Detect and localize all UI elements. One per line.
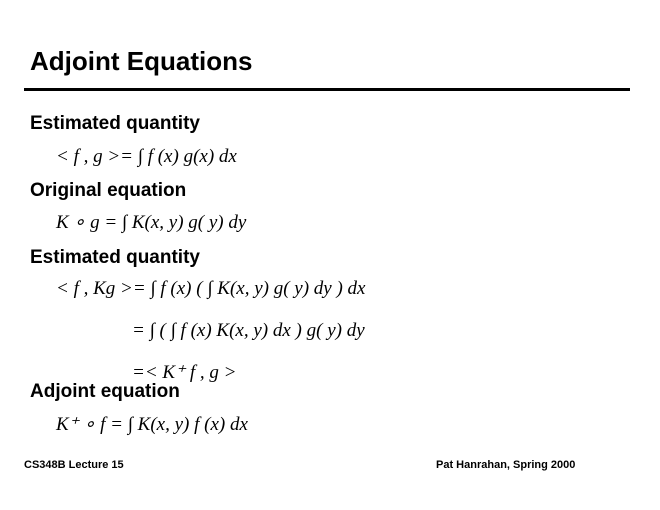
equation: = ∫ ( ∫ f (x) K(x, y) dx ) g( y) dy [132, 320, 365, 341]
title-rule [24, 88, 630, 91]
equation: =< K⁺ f , g > [132, 362, 237, 383]
slide-title: Adjoint Equations [30, 46, 253, 76]
section-heading: Estimated quantity [30, 113, 200, 134]
section-heading: Estimated quantity [30, 247, 200, 268]
footer-course: CS348B Lecture 15 [24, 459, 124, 471]
section-heading: Adjoint equation [30, 381, 180, 402]
footer-author: Pat Hanrahan, Spring 2000 [436, 459, 576, 471]
equation: < f , g >= ∫ f (x) g(x) dx [56, 146, 237, 167]
section-heading: Original equation [30, 180, 187, 201]
equation: K⁺ ∘ f = ∫ K(x, y) f (x) dx [56, 414, 248, 435]
equation: K ∘ g = ∫ K(x, y) g( y) dy [56, 212, 247, 233]
equation: < f , Kg >= ∫ f (x) ( ∫ K(x, y) g( y) dy ) dx [56, 278, 366, 299]
